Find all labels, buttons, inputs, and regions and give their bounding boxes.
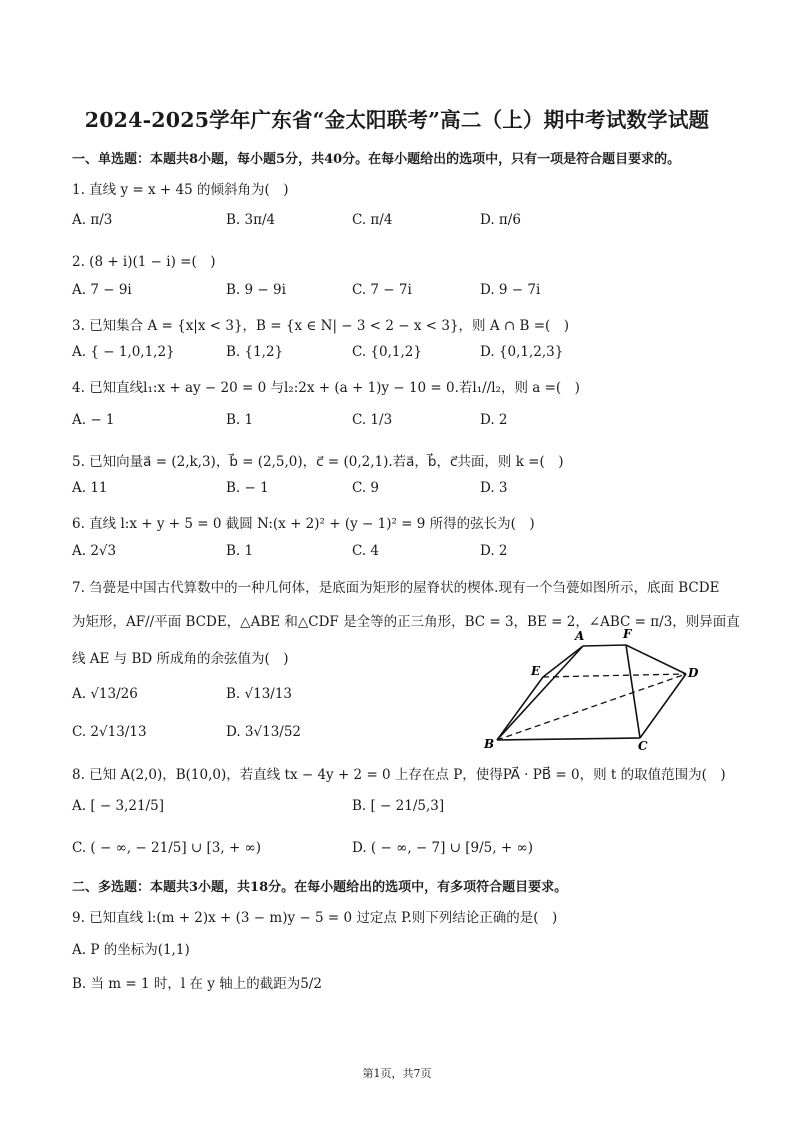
- edge-be: [497, 677, 543, 740]
- page-title: 2024-2025学年广东省“金太阳联考”高二（上）期中考试数学试题: [84, 108, 710, 132]
- edge-cd: [640, 674, 686, 738]
- edge-bc: [497, 738, 640, 740]
- chumeng-figure: [480, 625, 710, 755]
- q5-option-c: C. 9: [352, 480, 380, 496]
- q1-option-b: B. 3π/4: [226, 212, 276, 228]
- q7-option-b: B. √13/13: [226, 686, 293, 702]
- question-6: 6. 直线 l:x + y + 5 = 0 截圆 N:(x + 2)² + (y − 1)² = 9 所得的弦长为( ): [72, 516, 535, 532]
- edge-fc: [626, 645, 640, 738]
- vertex-label-b: B: [484, 737, 495, 751]
- edge-af: [583, 645, 626, 646]
- edge-bd: [497, 674, 686, 740]
- vertex-label-d: D: [688, 666, 699, 680]
- q5-option-a: A. 11: [72, 480, 108, 496]
- q6-option-b: B. 1: [226, 543, 254, 559]
- edge-ae: [543, 646, 583, 677]
- question-1: 1. 直线 y = x + 45 的倾斜角为( ): [72, 182, 289, 198]
- q4-option-b: B. 1: [226, 412, 254, 428]
- question-7-line3: 线 AE 与 BD 所成角的余弦值为( ): [72, 651, 289, 667]
- edge-ab: [497, 646, 583, 740]
- q2-option-d: D. 9 − 7i: [480, 282, 541, 298]
- vertex-label-e: E: [531, 664, 541, 678]
- section-single-choice: 一、单选题：本题共8小题，每小题5分，共40分。在每小题给出的选项中，只有一项是符合题目要求的。: [72, 152, 681, 167]
- q8-option-b: B. [ − 21/5,3]: [352, 798, 445, 814]
- question-5: 5. 已知向量a⃗ = (2,k,3)，b⃗ = (2,5,0)，c⃗ = (0,2,1).若a⃗，b⃗，c⃗共面，则 k =( ): [72, 454, 564, 470]
- q1-option-d: D. π/6: [480, 212, 521, 228]
- edge-ed: [543, 674, 686, 677]
- q7-option-d: D. 3√13/52: [226, 724, 302, 740]
- q8-option-c: C. ( − ∞, − 21/5] ∪ [3, + ∞): [72, 840, 262, 856]
- question-7-line1: 7. 刍甍是中国古代算数中的一种几何体，是底面为矩形的屋脊状的楔体.现有一个刍甍如图所示，底面 BCDE: [72, 580, 720, 596]
- vertex-label-a: A: [575, 629, 585, 643]
- page-footer: 第1页，共7页: [362, 1067, 432, 1080]
- section-multiple-choice: 二、多选题：本题共3小题，共18分。在每小题给出的选项中，有多项符合题目要求。: [72, 880, 568, 895]
- edge-fd: [626, 645, 686, 674]
- q4-option-c: C. 1/3: [352, 412, 393, 428]
- q4-option-d: D. 2: [480, 412, 508, 428]
- q7-option-c: C. 2√13/13: [72, 724, 147, 740]
- question-3: 3. 已知集合 A = {x|x < 3}，B = {x ∈ N| − 3 < 2 − x < 3}，则 A ∩ B =( ): [72, 318, 570, 334]
- question-4: 4. 已知直线l₁:x + ay − 20 = 0 与l₂:2x + (a + 1)y − 10 = 0.若l₁//l₂，则 a =( ): [72, 380, 580, 396]
- vertex-label-f: F: [623, 627, 632, 641]
- q3-option-d: D. {0,1,2,3}: [480, 344, 564, 360]
- vertex-label-c: C: [638, 739, 648, 753]
- q7-option-a: A. √13/26: [72, 686, 138, 702]
- q1-option-c: C. π/4: [352, 212, 393, 228]
- q4-option-a: A. − 1: [72, 412, 115, 428]
- q5-option-b: B. − 1: [226, 480, 269, 496]
- q9-option-b: B. 当 m = 1 时，l 在 y 轴上的截距为5/2: [72, 976, 322, 992]
- question-2: 2. (8 + i)(1 − i) =( ): [72, 254, 216, 270]
- q1-option-a: A. π/3: [72, 212, 113, 228]
- q5-option-d: D. 3: [480, 480, 508, 496]
- q2-option-c: C. 7 − 7i: [352, 282, 412, 298]
- q8-option-d: D. ( − ∞, − 7] ∪ [9/5, + ∞): [352, 840, 533, 856]
- question-7-line2: 为矩形，AF//平面 BCDE，△ABE 和△CDF 是全等的正三角形，BC = 3，BE = 2，∠ABC = π/3，则异面直: [72, 614, 740, 630]
- q2-option-b: B. 9 − 9i: [226, 282, 286, 298]
- q9-option-a: A. P 的坐标为(1,1): [72, 942, 190, 958]
- question-9: 9. 已知直线 l:(m + 2)x + (3 − m)y − 5 = 0 过定点 P.则下列结论正确的是( ): [72, 910, 558, 926]
- q2-option-a: A. 7 − 9i: [72, 282, 132, 298]
- q6-option-d: D. 2: [480, 543, 508, 559]
- q3-option-a: A. { − 1,0,1,2}: [72, 344, 175, 360]
- q8-option-a: A. [ − 3,21/5]: [72, 798, 164, 814]
- q3-option-c: C. {0,1,2}: [352, 344, 422, 360]
- q6-option-c: C. 4: [352, 543, 380, 559]
- q6-option-a: A. 2√3: [72, 543, 117, 559]
- question-8: 8. 已知 A(2,0)，B(10,0)，若直线 tx − 4y + 2 = 0 上存在点 P，使得PA⃗ · PB⃗ = 0，则 t 的取值范围为( ): [72, 767, 726, 783]
- q3-option-b: B. {1,2}: [226, 344, 284, 360]
